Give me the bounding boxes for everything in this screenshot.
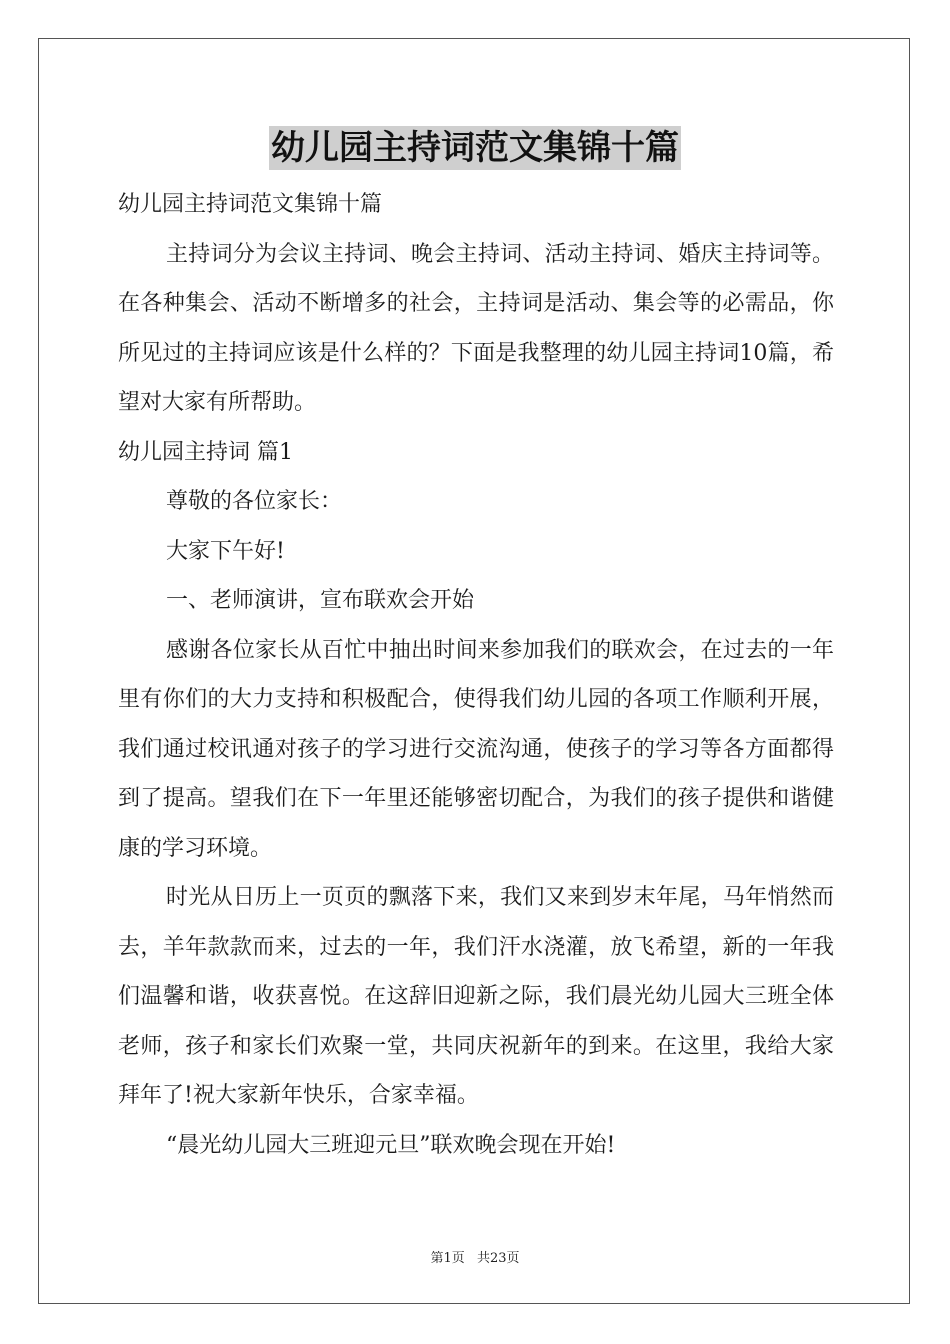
title-container: [0, 126, 950, 170]
document-body: [118, 180, 834, 1170]
intro-paragraph: 主持词分为会议主持词、晚会主持词、活动主持词、婚庆主持词等。在各种集会、活动不断增多的社会，主持词是活动、集会等的必需品，你所见过的主持词应该是什么样的？下面是我整理的幼儿园主持词10篇，希望对大家有所帮助。: [118, 241, 834, 415]
body-paragraph-2: 时光从日历上一页页的飘落下来，我们又来到岁末年尾，马年悄然而去，羊年款款而来，过去的一年，我们汗水浇灌，放飞希望，新的一年我们温馨和谐，收获喜悦。在这辞旧迎新之际，我们晨光幼儿园大三班全体老师，孩子和家长们欢聚一堂，共同庆祝新年的到来。在这里，我给大家拜年了!祝大家新年快乐，合家幸福。: [118, 885, 834, 1108]
document-subtitle: 幼儿园主持词范文集锦十篇: [118, 192, 383, 217]
closing-line: “晨光幼儿园大三班迎元旦”联欢晚会现在开始!: [166, 1132, 616, 1158]
body-paragraph-1: 感谢各位家长从百忙中抽出时间来参加我们的联欢会，在过去的一年里有你们的大力支持和积极配合，使得我们幼儿园的各项工作顺利开展，我们通过校讯通对孩子的学习进行交流沟通，使孩子的学习等各方面都得到了提高。望我们在下一年里还能够密切配合，为我们的孩子提供和谐健康的学习环境。: [118, 637, 834, 861]
salutation-line: 大家下午好!: [166, 538, 285, 564]
page-footer: [0, 1247, 950, 1266]
page-total: 共23页: [476, 1251, 520, 1266]
greeting-line: 尊敬的各位家长：: [166, 489, 343, 514]
page-number: 第1页: [430, 1251, 465, 1266]
section-heading: 幼儿园主持词 篇1: [118, 439, 293, 465]
document-title: 幼儿园主持词范文集锦十篇: [271, 128, 679, 168]
item-heading: 一、老师演讲，宣布联欢会开始: [166, 588, 475, 613]
